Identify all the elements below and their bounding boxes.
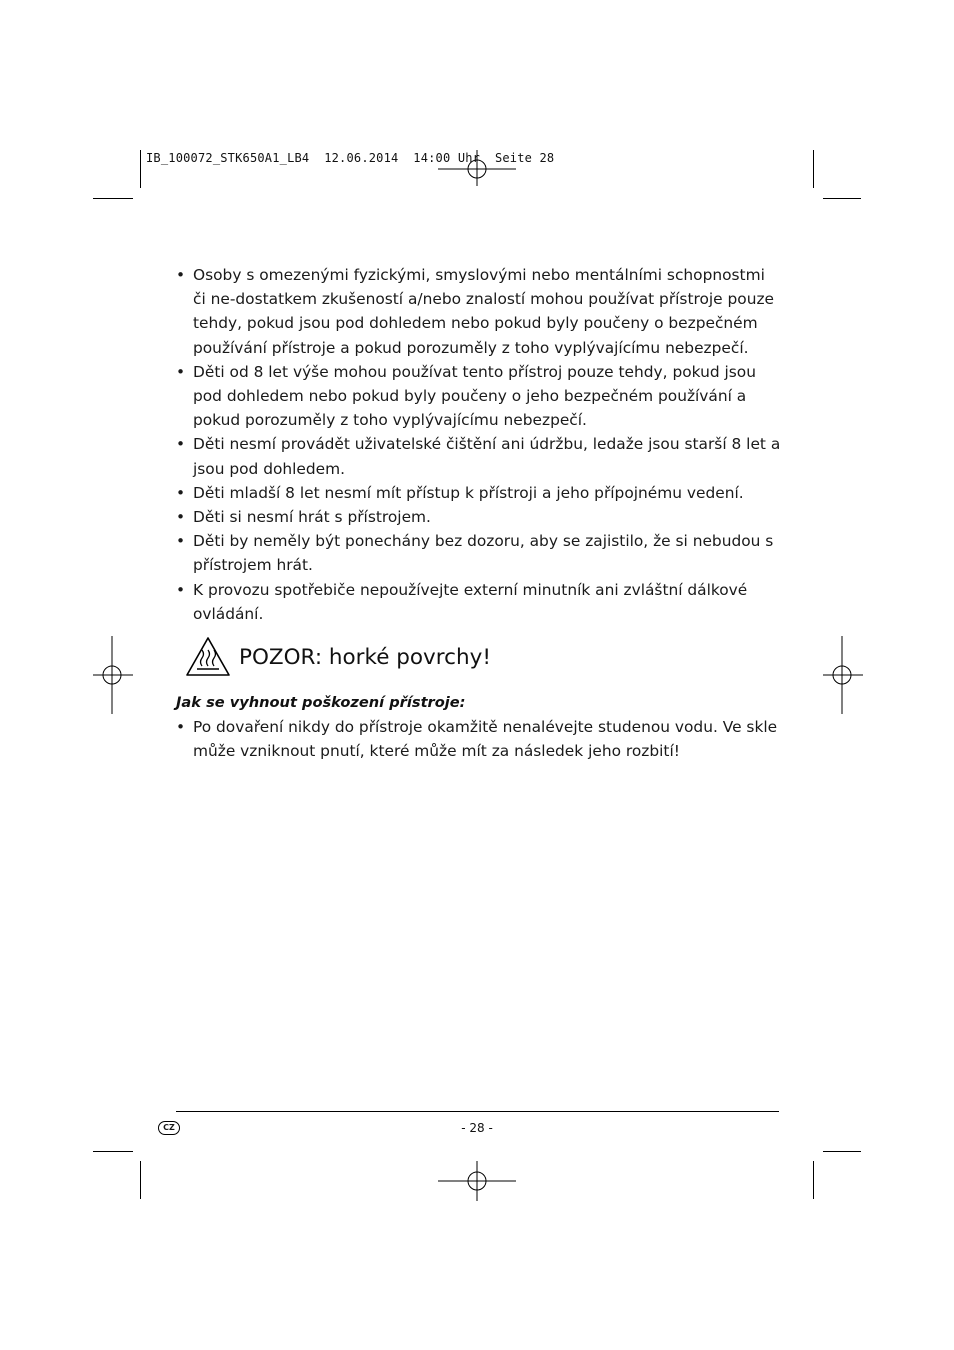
safety-list — [176, 263, 782, 626]
list-item: • K provozu spotřebiče nepoužívejte externí minutník ani zvláštní dálkové ovládání. — [176, 578, 782, 626]
registration-mark-icon — [438, 1161, 516, 1201]
language-badge: CZ — [158, 1121, 180, 1135]
list-item: • Osoby s omezenými fyzickými, smyslovými nebo mentálními schopnostmi či ne-dostatkem zkušeností a/nebo znalostí mohou používat přístroje pouze tehdy, pokud jsou pod dohledem nebo pokud byly poučeny o bezpečném používání přístroje a pokud porozuměly z toho vyplývajícímu nebezpečí. — [176, 263, 782, 360]
crop-mark — [93, 198, 133, 199]
registration-mark-icon — [823, 636, 863, 714]
print-slug: IB_100072_STK650A1_LB4 12.06.2014 14:00 Uhr Seite 28 — [146, 151, 555, 165]
list-item: • Děti si nesmí hrát s přístrojem. — [176, 505, 782, 529]
hot-surface-warning-icon — [185, 636, 231, 678]
main-content — [176, 263, 782, 763]
list-item: • Děti mladší 8 let nesmí mít přístup k přístroji a jeho přípojnému vedení. — [176, 481, 782, 505]
damage-list — [176, 715, 782, 763]
crop-mark — [813, 1161, 814, 1199]
list-item: • Po dovaření nikdy do přístroje okamžitě nenalévejte studenou vodu. Ve skle může vzniknout pnutí, které může mít za následek jeho rozbití! — [176, 715, 782, 763]
warning-heading — [176, 635, 782, 679]
list-item: • Děti od 8 let výše mohou používat tento přístroj pouze tehdy, pokud jsou pod dohledem nebo pokud byly poučeny o jeho bezpečném používání a pokud porozuměly z toho vyplývajícímu nebezpečí. — [176, 360, 782, 433]
warning-title: POZOR: horké povrchy! — [239, 644, 491, 670]
crop-mark — [140, 150, 141, 188]
section-subheading: Jak se vyhnout poškození přístroje: — [176, 694, 466, 712]
page-number: - 28 - — [461, 1121, 493, 1135]
registration-mark-icon — [438, 150, 516, 198]
list-item: • Děti nesmí provádět uživatelské čištění ani údržbu, ledaže jsou starší 8 let a jsou pod dohledem. — [176, 432, 782, 480]
list-item: • Děti by neměly být ponechány bez dozoru, aby se zajistilo, že si nebudou s přístrojem hrát. — [176, 529, 782, 577]
registration-mark-icon — [93, 636, 133, 714]
footer-divider — [176, 1111, 779, 1112]
crop-mark — [813, 150, 814, 188]
crop-mark — [93, 1151, 133, 1152]
crop-mark — [823, 1151, 861, 1152]
crop-mark — [140, 1161, 141, 1199]
crop-mark — [823, 198, 861, 199]
